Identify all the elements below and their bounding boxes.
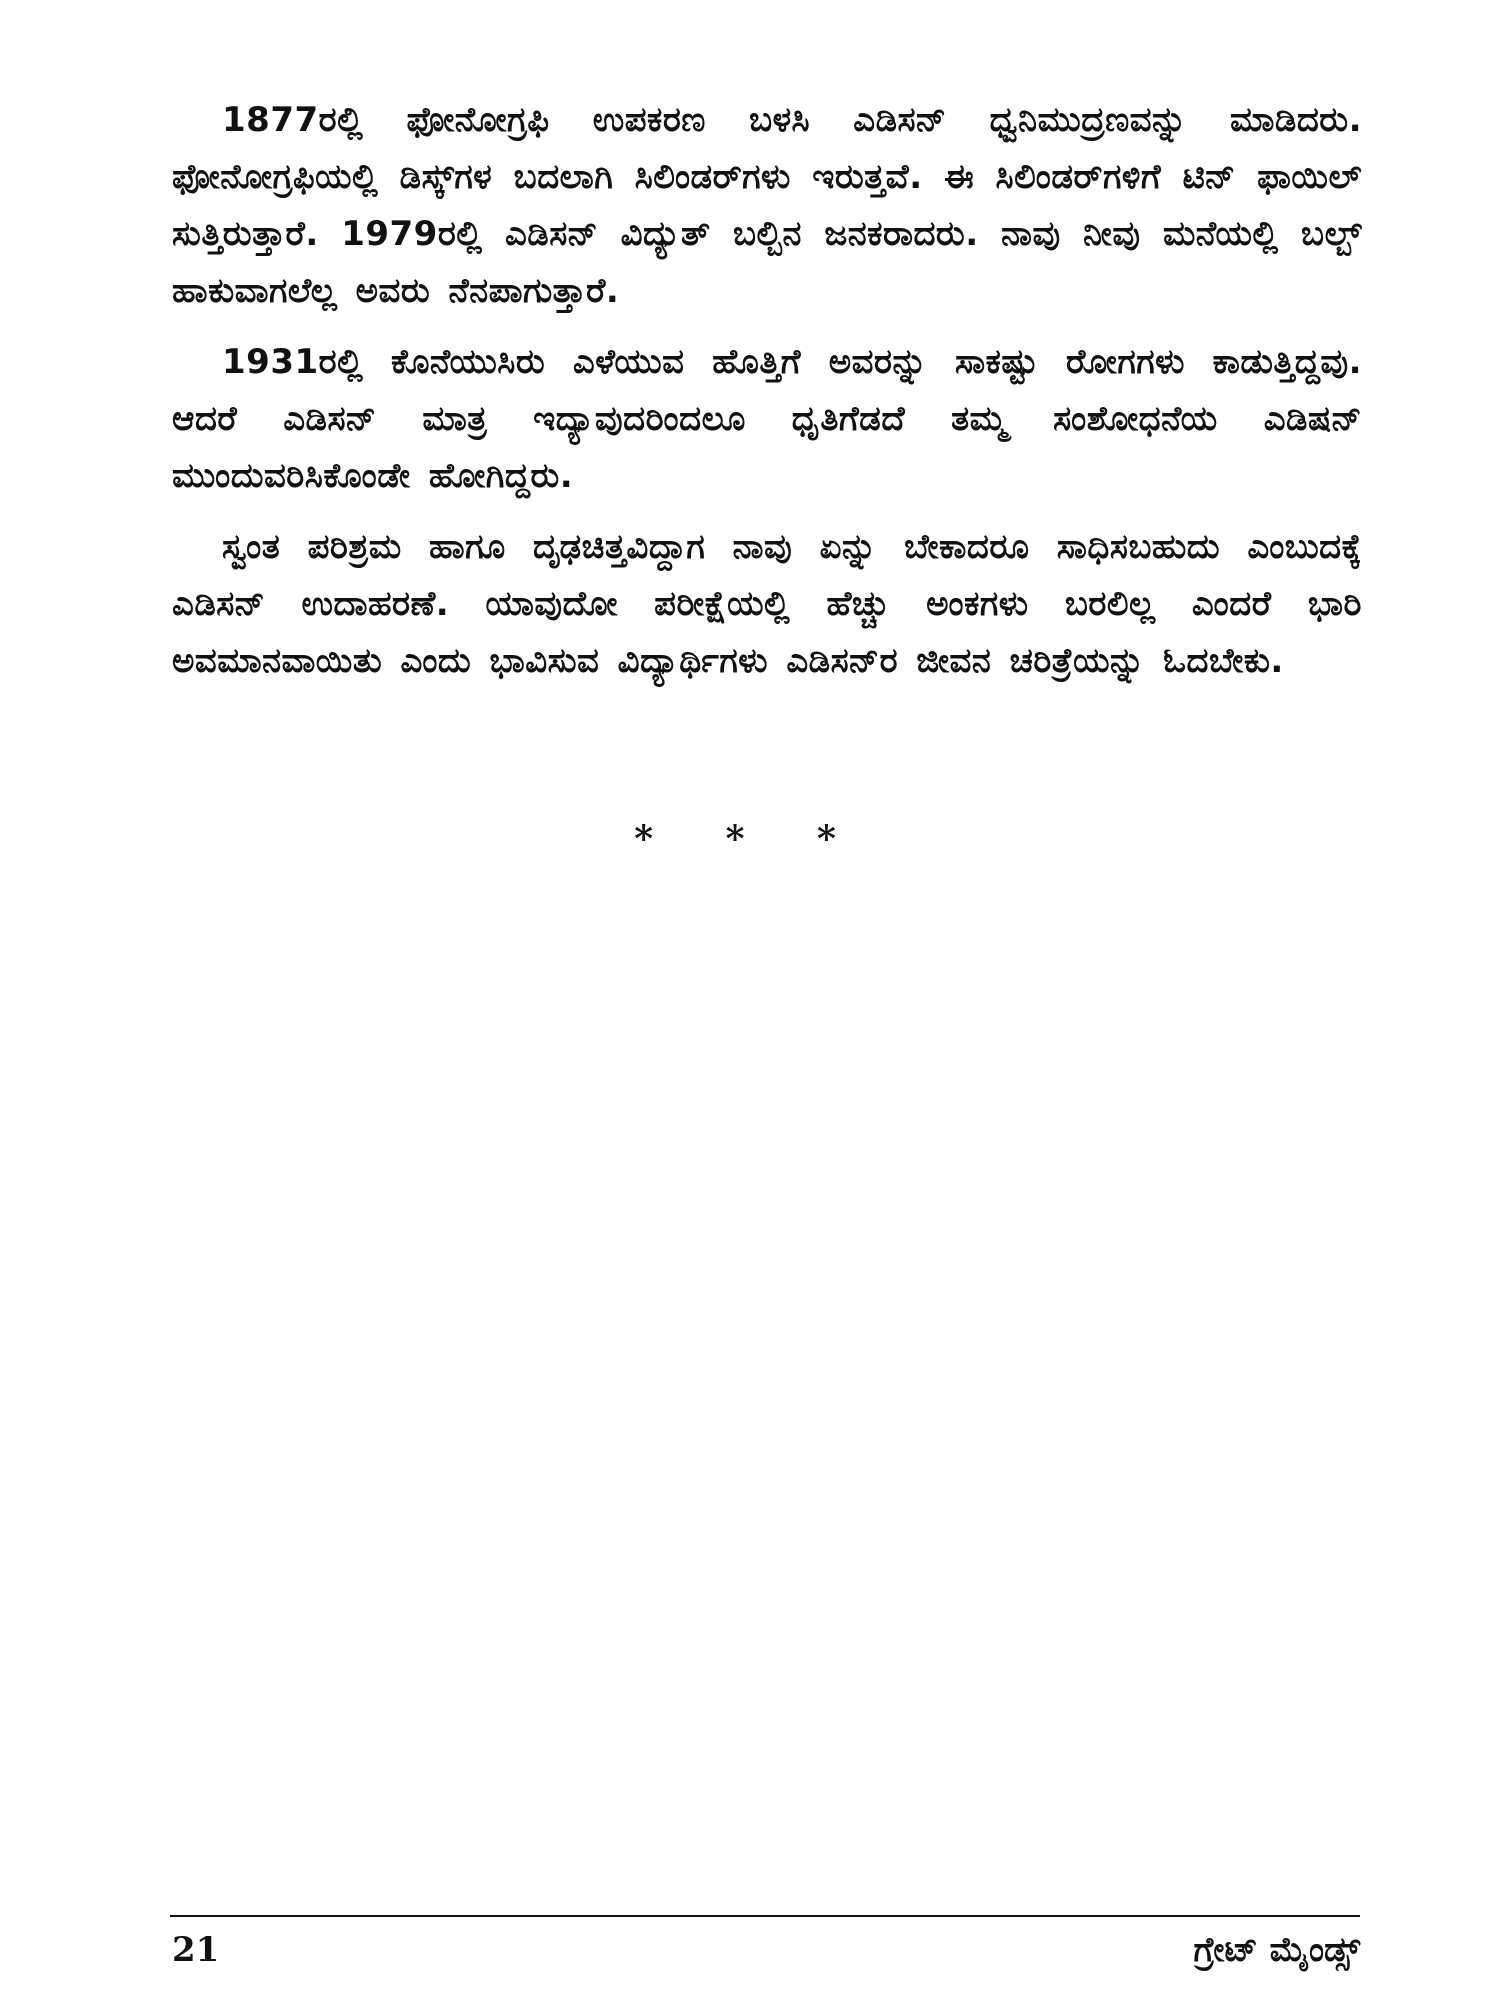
running-title: ಗ್ರೇಟ್ ಮೈಂಡ್ಸ್ xyxy=(1193,1930,1360,1970)
footer-rule xyxy=(170,1915,1360,1917)
body-text xyxy=(172,92,1362,704)
paragraph-phonograph: 1877ರಲ್ಲಿ ಫೋನೋಗ್ರಫಿ ಉಪಕರಣ ಬಳಸಿ ಎಡಿಸನ್ ಧ್ವನಿಮುದ್ರಣವನ್ನು ಮಾಡಿದರು. ಫೋನೋಗ್ರಫಿಯಲ್ಲಿ ಡಿಸ್ಕ್‌ಗಳ ಬದಲಾಗಿ ಸಿಲಿಂಡರ್‌ಗಳು ಇರುತ್ತವೆ. ಈ ಸಿಲಿಂಡರ್‌ಗಳಿಗೆ ಟಿನ್ ಫಾಯಿಲ್ ಸುತ್ತಿರುತ್ತಾರೆ. 1979ರಲ್ಲಿ ಎಡಿಸನ್ ವಿದ್ಯುತ್ ಬಲ್ಬಿನ ಜನಕರಾದರು. ನಾವು ನೀವು ಮನೆಯಲ್ಲಿ ಬಲ್ಬ್ ಹಾಕುವಾಗಲೆಲ್ಲ ಅವರು ನೆನಪಾಗುತ್ತಾರೆ. xyxy=(172,100,1362,311)
page-number: 21 xyxy=(172,1930,220,1970)
section-separator: * * * xyxy=(634,818,866,860)
paragraph-lesson: ಸ್ವಂತ ಪರಿಶ್ರಮ ಹಾಗೂ ದೃಢಚಿತ್ತವಿದ್ದಾಗ ನಾವು ಏನ್ನು ಬೇಕಾದರೂ ಸಾಧಿಸಬಹುದು ಎಂಬುದಕ್ಕೆ ಎಡಿಸನ್ ಉದಾಹರಣೆ. ಯಾವುದೋ ಪರೀಕ್ಷೆಯಲ್ಲಿ ಹೆಚ್ಚು ಅಂಕಗಳು ಬರಲಿಲ್ಲ ಎಂದರೆ ಭಾರಿ ಅವಮಾನವಾಯಿತು ಎಂದು ಭಾವಿಸುವ ವಿದ್ಯಾರ್ಥಿಗಳು ಎಡಿಸನ್‌ರ ಜೀವನ ಚರಿತ್ರೆಯನ್ನು ಓದಬೇಕು. xyxy=(172,527,1362,681)
paragraph-final-years: 1931ರಲ್ಲಿ ಕೊನೆಯುಸಿರು ಎಳೆಯುವ ಹೊತ್ತಿಗೆ ಅವರನ್ನು ಸಾಕಷ್ಟು ರೋಗಗಳು ಕಾಡುತ್ತಿದ್ದವು. ಆದರೆ ಎಡಿಸನ್ ಮಾತ್ರ ಇದ್ಯಾವುದರಿಂದಲೂ ಧೃತಿಗೆಡದೆ ತಮ್ಮ ಸಂಶೋಧನೆಯ ಎಡಿಷನ್ ಮುಂದುವರಿಸಿಕೊಂಡೇ ಹೋಗಿದ್ದರು. xyxy=(172,342,1362,496)
